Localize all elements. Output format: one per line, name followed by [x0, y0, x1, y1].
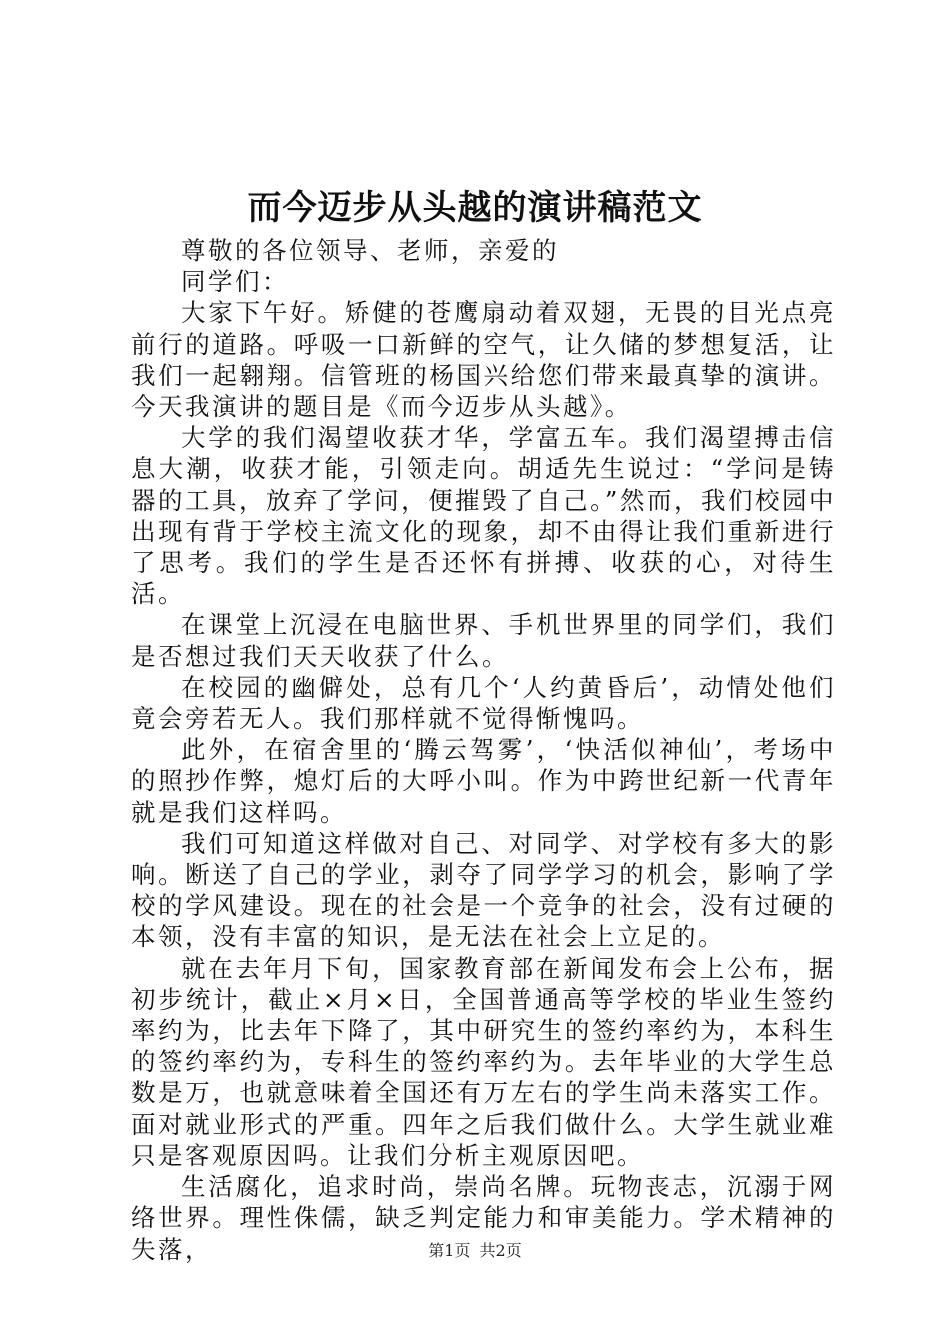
page-number: 第1页 [428, 1241, 471, 1260]
paragraph-aspiration: 大学的我们渴望收获才华，学富五车。我们渴望搏击信息大潮，收获才能，引领走向。胡适先生说过：“学问是铸器的工具，放弃了学问，便摧毁了自己。”然而，我们校园中出现有背于学校主流文化的现象，却不由得让我们重新进行了思考。我们的学生是否还怀有拼搏、收获的心，对待生活。 [131, 423, 836, 609]
document-body [131, 235, 836, 1265]
paragraph-campus: 在校园的幽僻处，总有几个‘人约黄昏后’，动情处他们竟会旁若无人。我们那样就不觉得惭愧吗。 [131, 672, 836, 734]
paragraph-impact: 我们可知道这样做对自己、对同学、对学校有多大的影响。断送了自己的学业，剥夺了同学学习的机会，影响了学校的学风建设。现在的社会是一个竞争的社会，没有过硬的本领，没有丰富的知识，是无法在社会上立足的。 [131, 828, 836, 952]
page-total: 共2页 [479, 1241, 522, 1260]
paragraph-greeting: 大家下午好。矫健的苍鹰扇动着双翅，无畏的目光点亮前行的道路。呼吸一口新鲜的空气，让久储的梦想复活，让我们一起翱翔。信管班的杨国兴给您们带来最真挚的演讲。今天我演讲的题目是《而今迈步从头越》。 [131, 298, 836, 422]
salutation-line-1: 尊敬的各位领导、老师，亲爱的 [181, 236, 559, 265]
paragraph-causes: 生活腐化，追求时尚，崇尚名牌。玩物丧志，沉溺于网络世界。理性侏儒，缺乏判定能力和审美能力。学术精神的失落， [131, 1172, 836, 1264]
salutation-line-2: 同学们： [181, 267, 289, 297]
document-title: 而今迈步从头越的演讲稿范文 [247, 188, 703, 228]
paragraph-employment: 就在去年月下旬，国家教育部在新闻发布会上公布，据初步统计，截止×月×日，全国普通高等学校的毕业生签约率约为，比去年下降了，其中研究生的签约率约为，本科生的签约率约为，专科生的签约率约为。去年毕业的大学生总数是万，也就意味着全国还有万左右的学生尚未落实工作。面对就业形式的严重。四年之后我们做什么。大学生就业难只是客观原因吗。让我们分析主观原因吧。 [131, 953, 836, 1170]
paragraph-dormitory: 此外，在宿舍里的‘腾云驾雾’，‘快活似神仙’，考场中的照抄作弊，熄灯后的大呼小叫。作为中跨世纪新一代青年就是我们这样吗。 [131, 735, 836, 827]
paragraph-classroom: 在课堂上沉浸在电脑世界、手机世界里的同学们，我们是否想过我们天天收获了什么。 [131, 610, 836, 671]
page-footer [0, 1239, 950, 1263]
